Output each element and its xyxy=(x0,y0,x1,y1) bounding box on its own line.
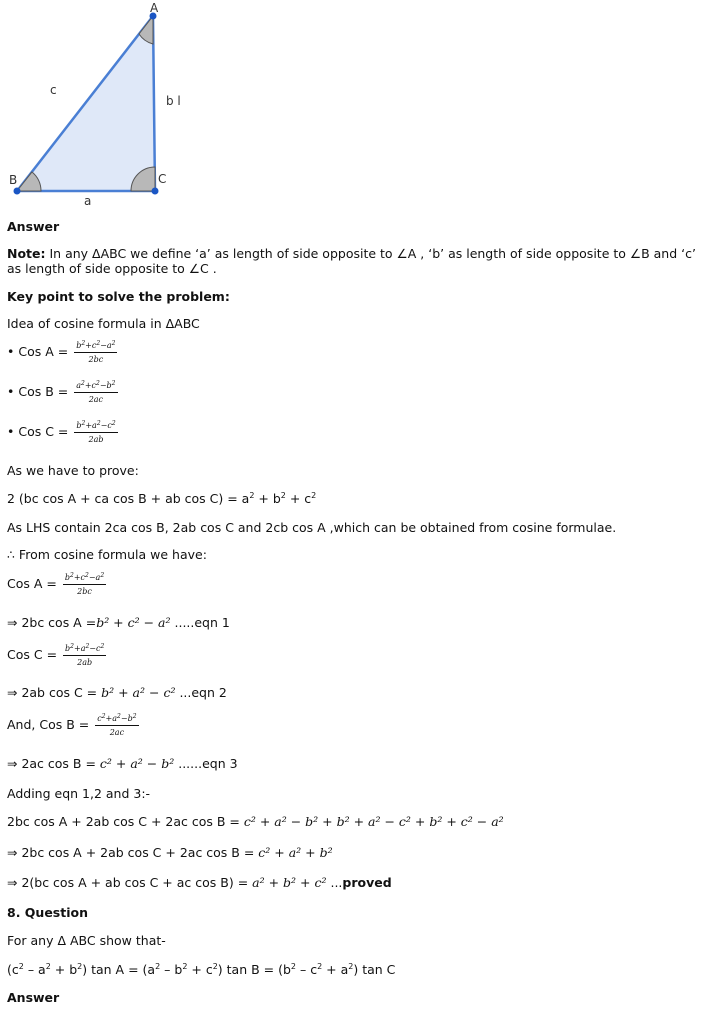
triangle-shape xyxy=(17,16,155,191)
idea-line: Idea of cosine formula in ΔABC xyxy=(7,316,200,331)
side-a-label: a xyxy=(84,194,92,208)
bullet-cos-c xyxy=(7,420,118,445)
cos-a-formula: Cos A = $\frac{b^2+c^2-a^2}{2bc}$ xyxy=(7,572,105,596)
answer-heading-2: Answer xyxy=(7,990,60,1005)
bullet-cos-b-lhs: • Cos B = xyxy=(7,384,69,399)
side-c-label: c xyxy=(50,83,57,97)
key-point-heading: Key point to solve the problem: xyxy=(7,289,230,304)
bullet-cos-c-lhs: • Cos C = xyxy=(7,424,69,439)
eqn-3: ⇒ 2ac cos B = c² + a² − b² ......eqn 3 xyxy=(7,756,238,771)
bullet-cos-a-fraction: $\frac{b^2+c^2-a^2}{2bc}$ xyxy=(76,340,116,364)
vertex-b-point xyxy=(14,188,21,195)
adding-line: Adding eqn 1,2 and 3:- xyxy=(7,786,151,801)
question-8-intro: For any Δ ABC show that- xyxy=(7,933,166,948)
cos-a-fraction: $\frac{b^2+c^2-a^2}{2bc}$ xyxy=(64,572,105,596)
vertex-c-point xyxy=(152,188,159,195)
sum-line-2: ⇒ 2bc cos A + 2ab cos C + 2ac cos B = c² + a² + b² xyxy=(7,845,333,860)
bullet-cos-a-lhs: • Cos A = xyxy=(7,344,69,359)
cos-c-formula: Cos C = $\frac{b^2+a^2-c^2}{2ab}$ xyxy=(7,643,105,667)
vertex-a-label: A xyxy=(150,1,159,15)
prove-equation: 2 (bc cos A + ca cos B + ab $\cos C) = a^2 + b^2 + c^2$ xyxy=(7,491,317,506)
triangle-figure xyxy=(0,0,220,212)
lhs-contain-line: As LHS contain 2ca cos B, 2ab cos C and 2cb cos A ,which can be obtained from cosine formulae. xyxy=(7,520,617,535)
answer-heading: Answer xyxy=(7,219,60,234)
note-line-2: as length of side opposite to ∠C . xyxy=(7,261,217,276)
eqn-1: ⇒ 2bc cos A =b² + c² − a² .....eqn 1 xyxy=(7,615,230,630)
cos-c-fraction: $\frac{b^2+a^2-c^2}{2ab}$ xyxy=(65,643,105,667)
vertex-b-label: B xyxy=(9,173,18,187)
bullet-cos-b-fraction: $\frac{a^2+c^2-b^2}{2ac}$ xyxy=(76,380,116,404)
question-8-heading: 8. Question xyxy=(7,905,88,920)
eqn-2: ⇒ 2ab cos C = b² + a² − c² ...eqn 2 xyxy=(7,685,227,700)
sum-line-3: ⇒ 2(bc cos A + ab cos C + ac cos B) = a² + b² + c² ...proved xyxy=(7,875,392,890)
cos-b-formula: And, Cos B = $\frac{c^2+a^2-b^2}{2ac}$ xyxy=(7,713,137,737)
note-label: Note: xyxy=(7,246,46,261)
bullet-cos-b xyxy=(7,380,118,405)
therefore-line: ∴ From cosine formula we have: xyxy=(7,547,207,562)
vertex-c-label: C xyxy=(158,172,167,186)
prove-intro: As we have to prove: xyxy=(7,463,139,478)
cos-b-fraction: $\frac{c^2+a^2-b^2}{2ac}$ xyxy=(97,713,137,737)
question-8-equation: $(c^2 - a^2 + b^2)$ $\tan A = (a^2 - b^2 + c^2)$ $\tan B = (b^2 - c^2 + a^2)$ tan C xyxy=(7,962,396,977)
bullet-cos-a xyxy=(7,340,117,365)
bullet-cos-c-fraction: $\frac{b^2+a^2-c^2}{2ab}$ xyxy=(76,420,116,444)
note-line-1 xyxy=(7,246,696,261)
side-b-label: b l xyxy=(166,94,181,108)
note-text-1: In any ΔABC we define ‘a’ as length of side opposite to ∠A , ‘b’ as length of side opposite to ∠B and ‘c’ xyxy=(45,246,696,261)
sum-line-1: 2bc cos A + 2ab cos C + 2ac cos B = c² + a² − b² + b² + a² − c² + b² + c² − a² xyxy=(7,814,504,829)
